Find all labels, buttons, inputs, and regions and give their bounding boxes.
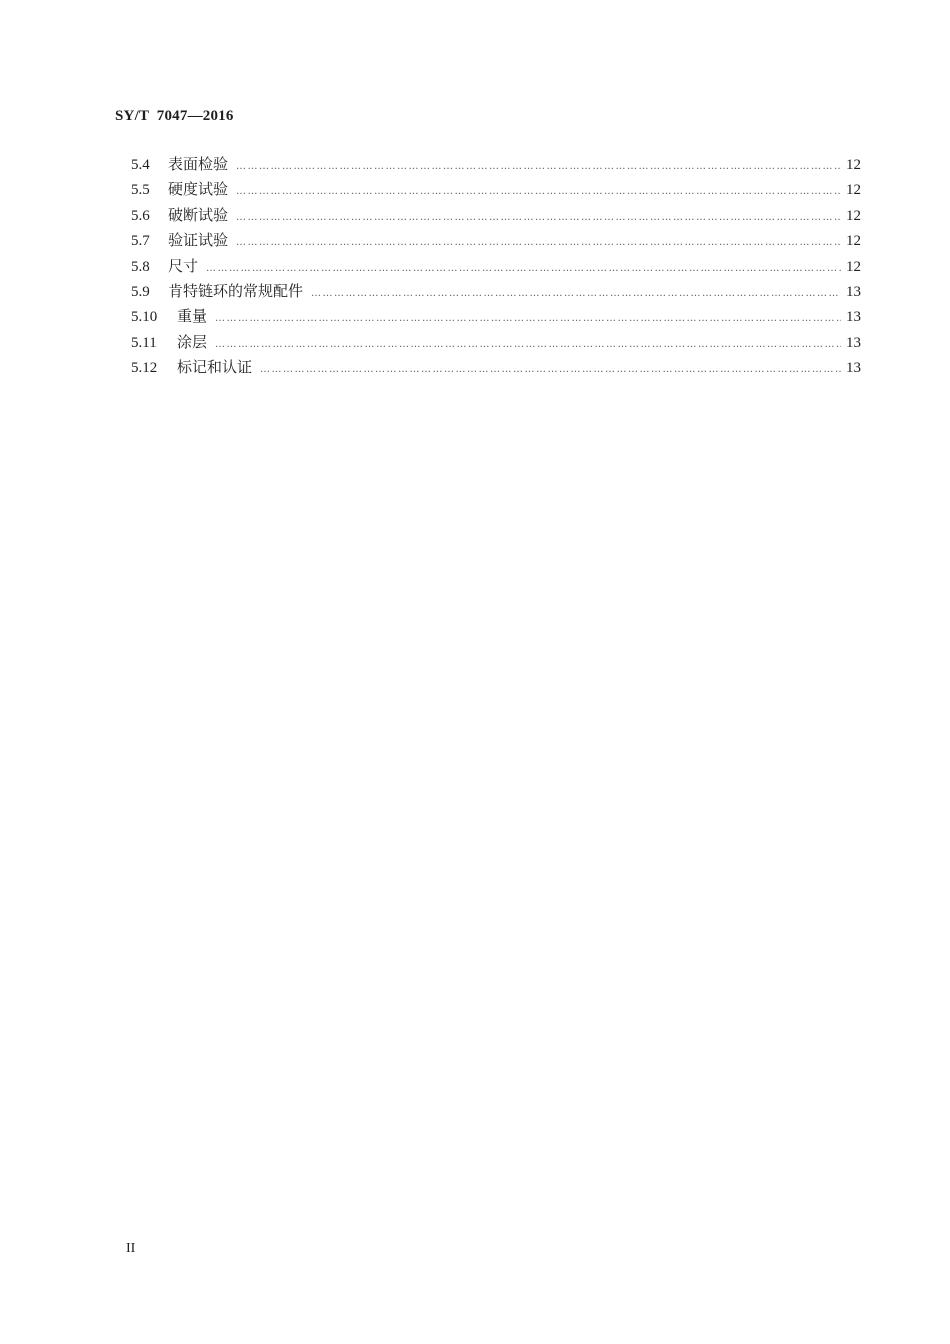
toc-entry-number: 5.11 [131, 334, 157, 351]
toc-entry-page: 13 [846, 309, 861, 326]
toc-entry-title: 尺寸 [168, 256, 199, 275]
toc-entry-number: 5.8 [131, 258, 150, 275]
toc-entry-title: 肯特链环的常规配件 [168, 281, 304, 300]
toc-entry-page: 12 [846, 182, 861, 199]
toc-entry[interactable] [131, 228, 861, 253]
toc-dot-leader [236, 205, 841, 230]
toc-entry-number: 5.5 [131, 182, 150, 199]
toc-entry-title: 表面检验 [168, 155, 229, 173]
toc-entry[interactable] [131, 203, 861, 228]
toc-entry-number: 5.6 [131, 207, 150, 224]
toc-entry-number: 5.4 [131, 157, 150, 173]
toc-entry-title: 验证试验 [168, 231, 229, 250]
toc-entry-page: 12 [846, 258, 861, 275]
toc-entry-page: 13 [846, 334, 861, 351]
toc-dot-leader [236, 230, 841, 255]
toc-entry[interactable] [131, 254, 861, 279]
toc-dot-leader [215, 332, 841, 357]
toc-entry[interactable] [131, 330, 861, 355]
toc-entry-page: 13 [846, 360, 861, 377]
toc-entry-page: 12 [846, 157, 861, 173]
toc-entry-number: 5.12 [131, 360, 158, 377]
toc-dot-leader [311, 281, 841, 306]
toc-entry-page: 12 [846, 207, 861, 224]
toc-entry-number: 5.9 [131, 283, 150, 300]
toc-entry[interactable] [131, 355, 861, 380]
toc-entry[interactable] [131, 177, 861, 202]
toc-dot-leader [260, 357, 841, 382]
toc-entry-page: 12 [846, 233, 861, 250]
table-of-contents [131, 152, 861, 381]
toc-dot-leader [236, 154, 841, 179]
toc-dot-leader [236, 179, 841, 204]
document-code-header: SY/T 7047—2016 [115, 108, 234, 124]
toc-entry-title: 破断试验 [168, 205, 229, 224]
toc-dot-leader [215, 306, 841, 331]
toc-entry[interactable] [131, 152, 861, 177]
toc-entry-title: 涂层 [177, 332, 208, 351]
toc-entry[interactable] [131, 304, 861, 329]
toc-entry[interactable] [131, 279, 861, 304]
toc-dot-leader [206, 256, 841, 281]
toc-entry-page: 13 [846, 283, 861, 300]
toc-entry-number: 5.7 [131, 233, 150, 250]
toc-entry-number: 5.10 [131, 309, 158, 326]
toc-entry-title: 标记和认证 [177, 358, 253, 377]
toc-entry-title: 重量 [177, 307, 208, 326]
toc-entry-title: 硬度试验 [168, 180, 229, 199]
page-number: II [126, 1241, 136, 1256]
